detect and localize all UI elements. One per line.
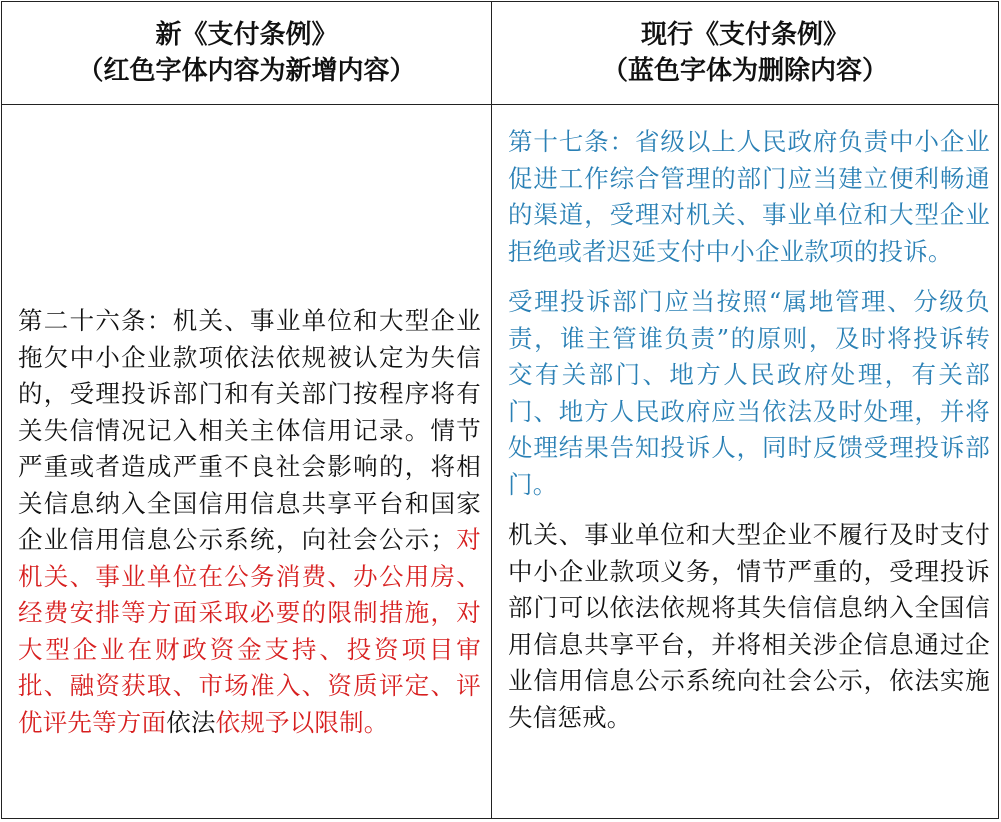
comparison-table xyxy=(1,1,999,819)
article-17-deleted-para-2: 受理投诉部门应当按照“属地管理、分级负责，谁主管谁负责”的原则，及时将投诉转交有关部门、地方人民政府处理，有关部门、地方人民政府应当依法及时处理，并将处理结果告知投诉人，同时反馈受理投诉部门。 xyxy=(508,287,990,499)
article-17-deleted-para-1: 第十七条：省级以上人民政府负责中小企业促进工作综合管理的部门应当建立便利畅通的渠道，受理对机关、事业单位和大型企业拒绝或者迟延支付中小企业款项的投诉。 xyxy=(508,127,990,266)
article-26-text xyxy=(18,303,481,741)
header-row xyxy=(2,2,999,105)
header-current-title: 现行《支付条例》 xyxy=(640,20,849,50)
article-26-added-text-2: 依规予以限制。 xyxy=(215,707,389,737)
new-regulation-cell xyxy=(2,105,492,819)
article-17-text xyxy=(508,124,990,750)
article-26-existing-text-2: 依法 xyxy=(166,707,216,737)
article-26-existing-text: 第二十六条：机关、事业单位和大型企业拖欠中小企业款项依法依规被认定为失信的，受理投诉部门和有关部门按程序将有关失信情况记入相关主体信用记录。情节严重或者造成严重不良社会影响的，将相关信息纳入全国信用信息共享平台和国家企业信用信息公示系统，向社会公示； xyxy=(18,306,481,554)
body-row xyxy=(2,105,999,819)
header-new-title: 新《支付条例》 xyxy=(155,20,338,50)
current-regulation-cell xyxy=(492,105,999,819)
header-new-regulation xyxy=(2,2,492,105)
header-new-note: （红色字体内容为新增内容） xyxy=(77,56,416,86)
article-17-para-3: 机关、事业单位和大型企业不履行及时支付中小企业款项义务，情节严重的，受理投诉部门可以依法依规将其失信信息纳入全国信用信息共享平台，并将相关涉企信息通过企业信用信息公示系统向社会公示，依法实施失信惩戒。 xyxy=(508,520,990,732)
header-current-regulation xyxy=(492,2,999,105)
article-26-added-text-1: 对机关、事业单位在公务消费、办公用房、经费安排等方面采取必要的限制措施，对大型企业在财政资金支持、投资项目审批、融资获取、市场准入、资质评定、评优评先等方面 xyxy=(18,525,482,737)
header-current-note: （蓝色字体为删除内容） xyxy=(601,56,888,86)
